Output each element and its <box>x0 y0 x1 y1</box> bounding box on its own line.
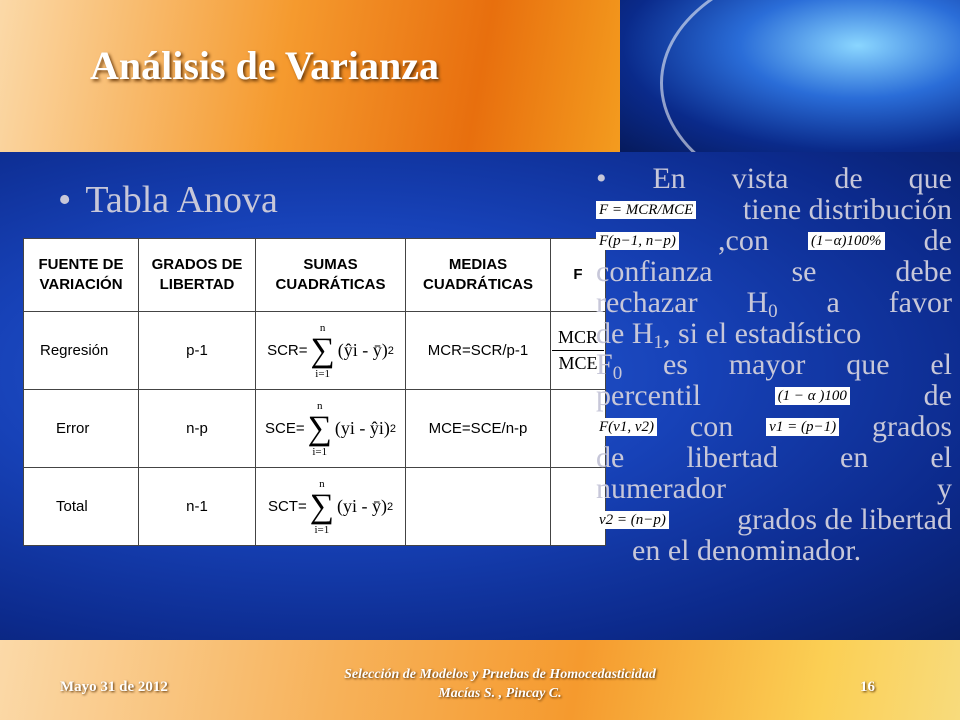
ss-formula: SCT= n ∑ i=1 (yi - ȳ) 2 <box>267 477 394 536</box>
text-line: en el denominador. <box>632 534 862 567</box>
row-source: Total <box>24 468 139 546</box>
header-f: F <box>551 239 606 312</box>
text-line: ν2 = (n−p) grados de libertad <box>596 504 952 535</box>
ss-formula: SCR= n ∑ i=1 (ŷi - ȳ) 2 <box>267 321 394 380</box>
row-ss <box>256 390 406 468</box>
row-ms: MCR=SCR/p-1 <box>406 312 551 390</box>
table-row <box>24 312 606 390</box>
text-line: percentil (1 − α )100 de <box>596 379 952 412</box>
header-fuente: FUENTE DE VARIACIÓN <box>24 239 139 312</box>
header-medias: MEDIAS CUADRÁTICAS <box>406 239 551 312</box>
header-grados: GRADOS DE LIBERTAD <box>139 239 256 312</box>
row-df: n-1 <box>139 468 256 546</box>
footer-date: Mayo 31 de 2012 <box>60 679 168 695</box>
nu1-formula: ν1 = (p−1) <box>766 418 839 436</box>
footer-credits <box>290 665 710 703</box>
row-source: Regresión <box>24 312 139 390</box>
ss-formula: SCE= n ∑ i=1 (yi - ŷi) 2 <box>265 399 396 458</box>
text-line: de $H_1$, si el estadístico <box>596 317 862 353</box>
text-line: $F_0$ es mayor que el <box>596 348 952 384</box>
text-line: rechazar $H_0$ a favor <box>596 286 952 322</box>
bullet-dot-icon: • <box>58 179 72 221</box>
footer-course-title: Selección de Modelos y Pruebas de Homocedasticidad <box>344 667 656 682</box>
slide-title: Análisis de Varianza <box>90 43 439 88</box>
confidence-formula: (1−α)100% <box>808 232 884 250</box>
percentile-formula: (1 − α )100 <box>775 387 850 405</box>
f-fraction: $\frac{\text{MCR}}{\text{MCE}}$ <box>552 327 604 374</box>
footer-authors: Macías S. , Pincay C. <box>438 686 562 701</box>
row-ss <box>256 312 406 390</box>
f-nu-formula: F(ν1, ν2) <box>596 418 657 436</box>
header-sumas: SUMAS CUADRÁTICAS <box>256 239 406 312</box>
summation-icon: n ∑ i=1 <box>310 321 335 380</box>
table-row <box>24 468 606 546</box>
text-line: numerador y <box>596 472 952 505</box>
row-ss <box>256 468 406 546</box>
text-line: F(ν1, ν2) con ν1 = (p−1) grados <box>596 411 952 442</box>
text-line: • En vista de que <box>596 162 952 195</box>
anova-header-row <box>24 239 606 312</box>
bullet-text: Tabla Anova <box>85 179 278 221</box>
row-ms <box>406 468 551 546</box>
header-swoosh-decoration <box>620 0 960 152</box>
text-line: F(p−1, n−p) ,con (1−α)100% de <box>596 225 952 256</box>
f-definition-formula: F = MCR/MCE <box>596 201 696 219</box>
f-distribution-formula: F(p−1, n−p) <box>596 232 679 250</box>
row-source: Error <box>24 390 139 468</box>
text-line: F = MCR/MCE tiene distribución <box>596 194 952 225</box>
row-df: p-1 <box>139 312 256 390</box>
anova-table <box>23 238 606 546</box>
table-row <box>24 390 606 468</box>
row-df: n-p <box>139 390 256 468</box>
explanation-paragraph <box>596 163 952 566</box>
bullet-tabla-anova <box>58 178 278 222</box>
row-ms: MCE=SCE/n-p <box>406 390 551 468</box>
summation-icon: n ∑ i=1 <box>307 399 332 458</box>
text-line: confianza se debe <box>596 255 952 288</box>
text-line: de libertad en el <box>596 441 952 474</box>
page-number: 16 <box>860 679 875 695</box>
nu2-formula: ν2 = (n−p) <box>596 511 669 529</box>
summation-icon: n ∑ i=1 <box>309 477 334 536</box>
